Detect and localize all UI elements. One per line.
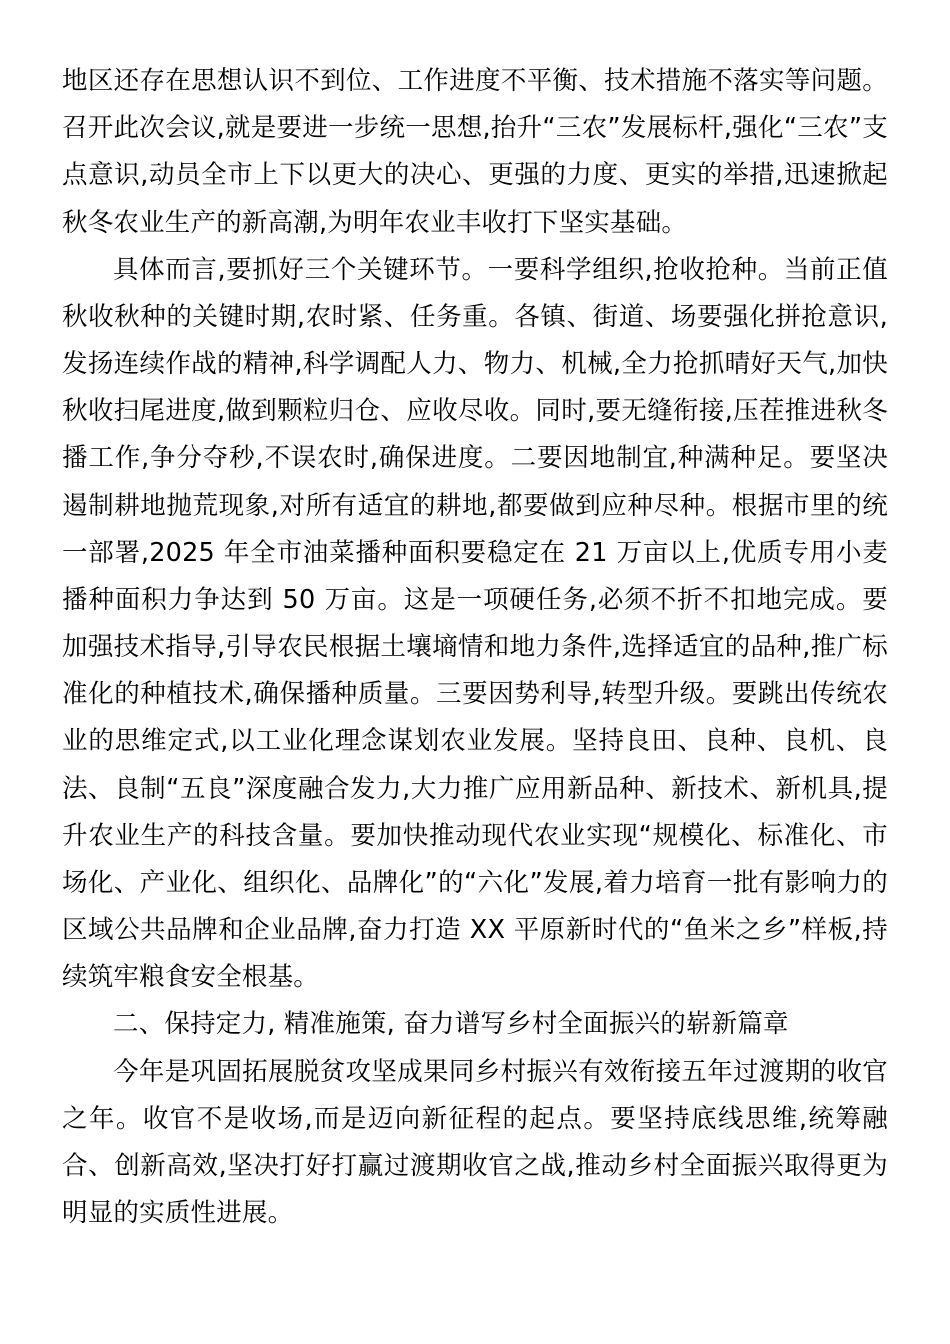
paragraph-3: 今年是巩固拓展脱贫攻坚成果同乡村振兴有效衔接五年过渡期的收官之年。收官不是收场,而是迈向新征程的起点。要坚持底线思维,统筹融合、创新高效,坚决打好打赢过渡期收官之战,推动乡村全面振兴取得更为明显的实质性进展。 <box>62 1056 888 1229</box>
section-heading: 二、保持定力, 精准施策, 奋力谱写乡村全面振兴的崭新篇章 <box>113 1009 789 1040</box>
paragraph-2: 具体而言,要抓好三个关键环节。一要科学组织,抢收抢种。当前正值秋收秋种的关键时期,农时紧、任务重。各镇、街道、场要强化拼抢意识,发扬连续作战的精神,科学调配人力、物力、机械,全力抢抓晴好天气,加快秋收扫尾进度,做到颗粒归仓、应收尽收。同时,要无缝衔接,压茬推进秋冬播工作,争分夺秒,不误农时,确保进度。二要因地制宜,种满种足。要坚决遏制耕地抛荒现象,对所有适宜的耕地,都要做到应种尽种。根据市里的统一部署,2025 年全市油菜播种面积要稳定在 21 万亩以上,优质专用小麦播种面积力争达到 50 万亩。这是一项硬任务,必须不折不扣地完成。要加强技术指导,引导农民根据土壤墒情和地力条件,选择适宜的品种,推广标准化的种植技术,确保播种质量。三要因势利导,转型升级。要跳出传统农业的思维定式,以工业化理念谋划农业发展。坚持良田、良种、良机、良法、良制“五良”深度融合发力,大力推广应用新品种、新技术、新机具,提升农业生产的科技含量。要加快推动现代农业实现“规模化、标准化、市场化、产业化、组织化、品牌化”的“六化”发展,着力培育一批有影响力的区域公共品牌和企业品牌,奋力打造 XX 平原新时代的“鱼米之乡”样板,持续筑牢粮食安全根基。 <box>62 254 888 993</box>
document-body <box>62 58 888 1237</box>
paragraph-1: 地区还存在思想认识不到位、工作进度不平衡、技术措施不落实等问题。召开此次会议,就是要进一步统一思想,抬升“三农”发展标杆,强化“三农”支点意识,动员全市上下以更大的决心、更强的力度、更实的举措,迅速掀起秋冬农业生产的新高潮,为明年农业丰收打下坚实基础。 <box>62 66 888 238</box>
